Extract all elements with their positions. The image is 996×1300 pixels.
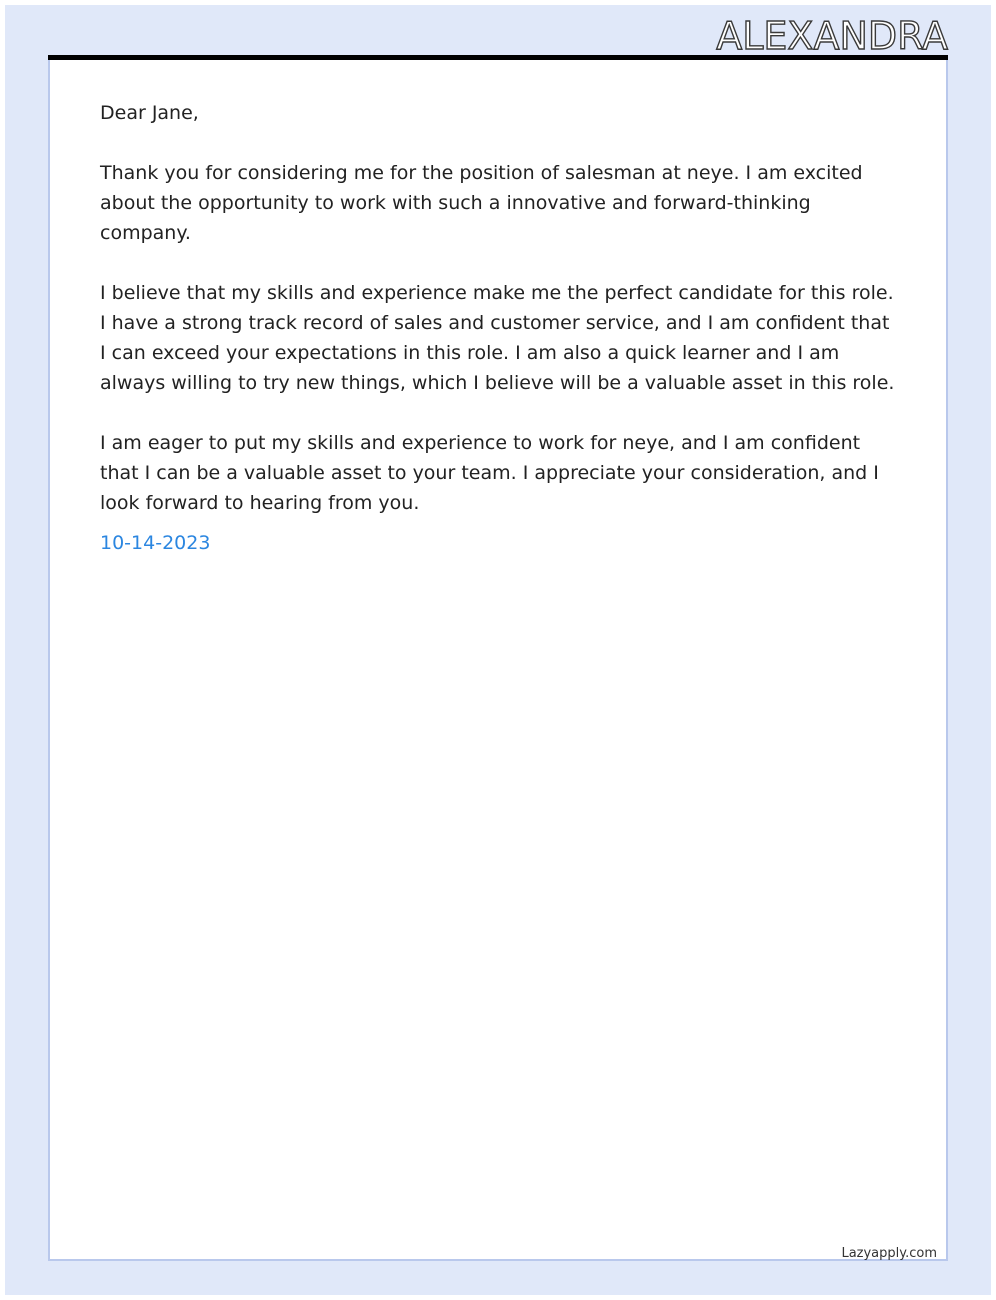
letter-date: 10-14-2023 <box>100 532 211 554</box>
letter-body <box>100 98 900 558</box>
paragraph-2: I believe that my skills and experience make me the perfect candidate for this role. I have a strong track record of sales and customer service, and I am confident that I can exceed your expectations in this role. I am also a quick learner and I am always willing to try new things, which I believe will be a valuable asset in this role. <box>100 282 895 394</box>
paragraph-1: Thank you for considering me for the position of salesman at neye. I am excited about the opportunity to work with such a innovative and forward-thinking company. <box>100 162 863 244</box>
paragraph-3: I am eager to put my skills and experience to work for neye, and I am confident that I can be a valuable asset to your team. I appreciate your consideration, and I look forward to hearing from you. <box>100 432 879 514</box>
greeting: Dear Jane, <box>100 102 199 124</box>
applicant-name: ALEXANDRA <box>716 14 948 58</box>
footer-brand: Lazyapply.com <box>841 1246 937 1261</box>
